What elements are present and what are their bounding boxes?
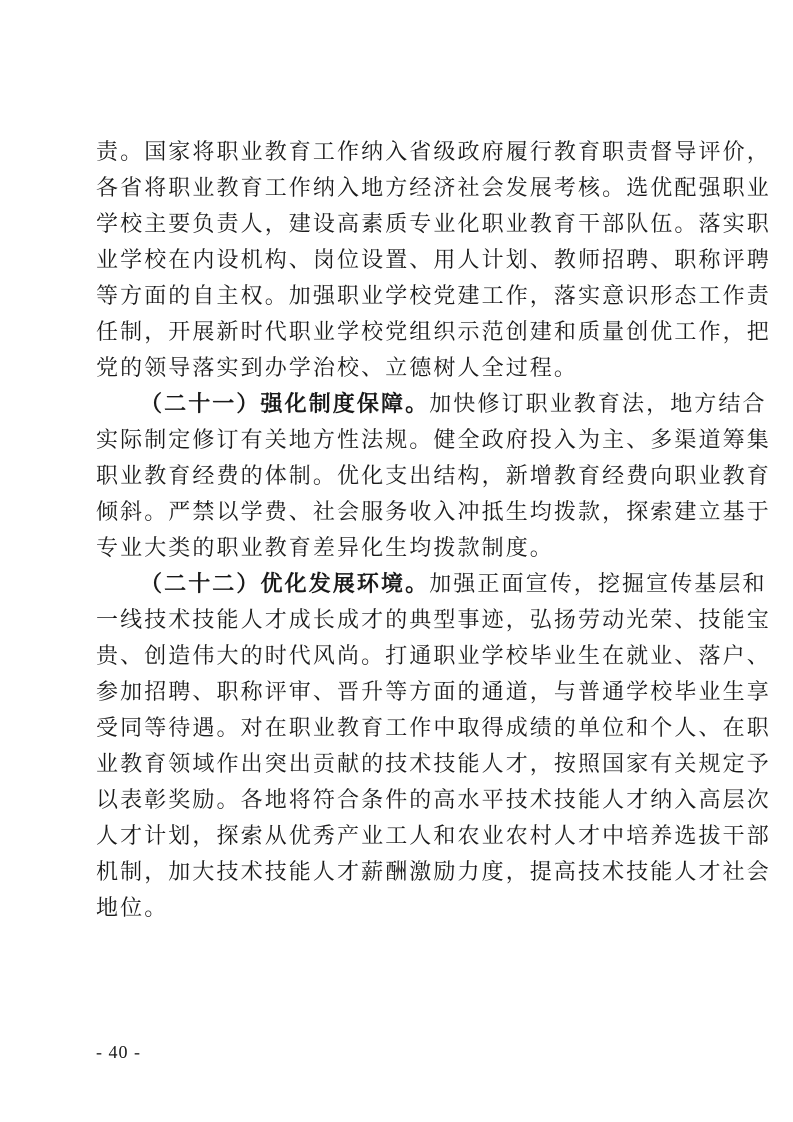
- text-line: [96, 567, 767, 603]
- text-line: 党的领导落实到办学治校、立德树人全过程。: [96, 356, 579, 381]
- text-line: 实际制定修订有关地方性法规。健全政府投入为主、多渠道筹集: [96, 428, 771, 453]
- text-line: 人才计划，探索从优秀产业工人和农业农村人才中培养选拔干部: [96, 824, 771, 849]
- section-heading: （二十一）强化制度保障。: [140, 392, 430, 417]
- text-line: 业学校在内设机构、岗位设置、用人计划、教师招聘、职称评聘: [96, 248, 771, 273]
- text-line: 机制，加大技术技能人才薪酬激励力度，提高技术技能人才社会: [96, 860, 771, 885]
- text-line: 业教育领域作出突出贡献的技术技能人才，按照国家有关规定予: [96, 752, 771, 777]
- text-line: 地位。: [96, 896, 169, 921]
- body-text: [96, 135, 771, 927]
- paragraph-development-environment: [96, 567, 771, 927]
- text-line: 专业大类的职业教育差异化生均拨款制度。: [96, 536, 554, 561]
- page-number: - 40 -: [96, 1042, 141, 1062]
- text-line: 倾斜。严禁以学费、社会服务收入冲抵生均拨款，探索建立基于: [96, 500, 771, 525]
- text-line: 贵、创造伟大的时代风尚。打通职业学校毕业生在就业、落户、: [96, 644, 771, 669]
- section-heading: （二十二）优化发展环境。: [140, 572, 430, 597]
- text-line: 一线技术技能人才成长成才的典型事迹，弘扬劳动光荣、技能宝: [96, 608, 771, 633]
- text-line: [96, 387, 767, 423]
- text-line: 等方面的自主权。加强职业学校党建工作，落实意识形态工作责: [96, 284, 771, 309]
- text-run: 加快修订职业教育法，地方结合: [429, 392, 767, 417]
- text-line: 学校主要负责人，建设高素质专业化职业教育干部队伍。落实职: [96, 212, 771, 237]
- paragraph-continuation: [96, 135, 771, 387]
- text-line: 责。国家将职业教育工作纳入省级政府履行教育职责督导评价，: [96, 140, 771, 165]
- paragraph-institutional-guarantee: [96, 387, 771, 567]
- text-line: 参加招聘、职称评审、晋升等方面的通道，与普通学校毕业生享: [96, 680, 771, 705]
- text-line: 以表彰奖励。各地将符合条件的高水平技术技能人才纳入高层次: [96, 788, 771, 813]
- text-line: 任制，开展新时代职业学校党组织示范创建和质量创优工作，把: [96, 320, 771, 345]
- text-run: 加强正面宣传，挖掘宣传基层和: [429, 572, 767, 597]
- text-line: 职业教育经费的体制。优化支出结构，新增教育经费向职业教育: [96, 464, 771, 489]
- text-line: 各省将职业教育工作纳入地方经济社会发展考核。选优配强职业: [96, 176, 771, 201]
- text-line: 受同等待遇。对在职业教育工作中取得成绩的单位和个人、在职: [96, 716, 771, 741]
